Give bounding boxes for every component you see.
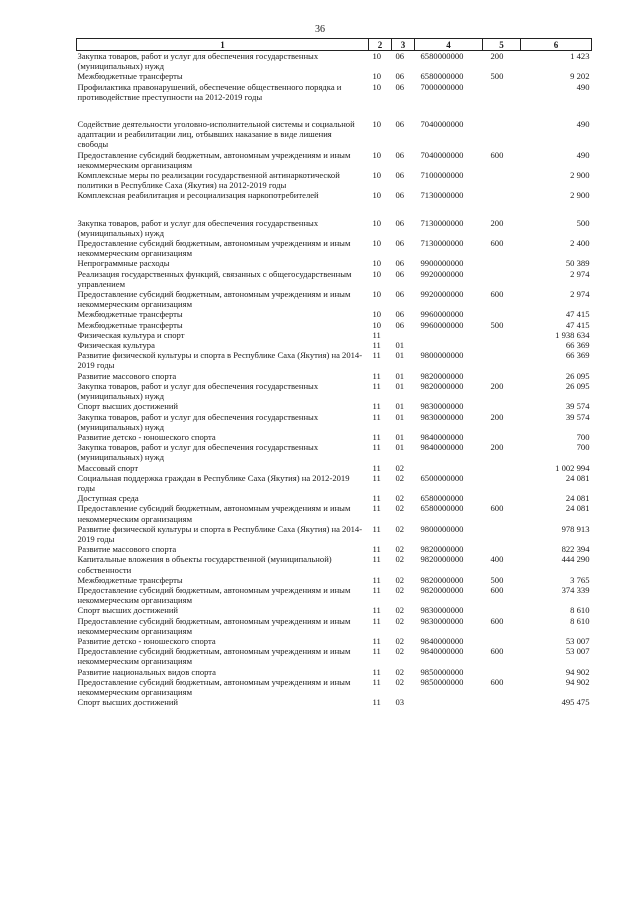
column-header-amount: 6 [521, 39, 592, 51]
row-name-cell: Физическая культура [77, 340, 155, 351]
row-name-cell: Содействие деятельности уголовно-исполнительной системы и социальной адаптации и реабилитации лиц, отбывших наказание в виде лишения свободы [77, 119, 355, 150]
row-section-cell: 11 [372, 350, 381, 361]
row-target-article-cell: 9820000000 [420, 544, 464, 555]
row-target-article-cell: 9800000000 [420, 350, 464, 361]
row-amount-cell: 9 202 [570, 71, 590, 82]
table-row [77, 544, 592, 554]
table-row [77, 51, 592, 72]
row-section-cell: 11 [372, 523, 381, 534]
row-name-cell: Межбюджетные трансферты [77, 319, 183, 330]
row-section-cell: 10 [372, 149, 382, 160]
row-section-cell: 11 [372, 544, 381, 555]
row-target-article-cell: 7130000000 [420, 190, 464, 201]
row-name-cell: Развитие физической культуры и спорта в Республике Саха (Якутия) на 2014-2019 годы [77, 350, 363, 371]
row-amount-cell: 978 913 [561, 523, 590, 534]
row-target-article-cell: 9820000000 [420, 380, 464, 391]
row-section-cell: 10 [372, 217, 382, 228]
table-row [77, 218, 592, 238]
row-expense-type-cell [483, 667, 521, 677]
table-row [77, 463, 592, 473]
row-expense-type-cell: 200 [490, 51, 504, 61]
row-expense-type-cell: 600 [490, 584, 504, 595]
row-amount-cell: 47 415 [565, 309, 590, 320]
row-section-cell: 11 [372, 401, 381, 412]
row-section-cell: 11 [372, 646, 381, 657]
row-target-article-cell: 6580000000 [420, 503, 464, 514]
row-amount-cell: 490 [576, 81, 590, 92]
row-amount-cell: 2 974 [570, 289, 590, 300]
row-target-article-cell: 7000000000 [420, 81, 464, 92]
row-name-cell: Закупка товаров, работ и услуг для обеспечения государственных (муниципальных) нужд [77, 411, 319, 432]
row-expense-type-cell [483, 330, 521, 340]
table-row [77, 320, 592, 330]
row-subsection-cell: 06 [395, 170, 405, 181]
row-subsection-cell: 01 [395, 380, 405, 391]
row-name-cell: Комплексная реабилитация и ресоциализация наркопотребителей [77, 190, 319, 201]
row-name-cell: Спорт высших достижений [77, 605, 179, 616]
row-name-cell: Массовый спорт [77, 462, 139, 473]
row-expense-type-cell [483, 544, 521, 554]
row-name-cell: Реализация государственных функций, связанных с общегосударственным управлением [77, 268, 352, 289]
row-target-article-cell: 9960000000 [420, 319, 464, 330]
column-header-section: 2 [369, 39, 392, 51]
row-expense-type-cell: 200 [490, 411, 504, 422]
row-amount-cell: 47 415 [565, 319, 590, 330]
row-target-article-cell: 9830000000 [420, 605, 464, 616]
table-row [77, 616, 592, 636]
row-name-cell: Капитальные вложения в объекты государственной (муниципальной) собственности [77, 554, 332, 575]
row-subsection-cell [392, 330, 415, 340]
row-target-article-cell: 9820000000 [420, 370, 464, 381]
table-row [77, 269, 592, 289]
row-amount-cell: 66 369 [565, 340, 590, 351]
row-name-cell: Предоставление субсидий бюджетным, автономным учреждениям и иным некоммерческим организациям [77, 676, 351, 697]
row-subsection-cell: 02 [395, 503, 405, 514]
row-target-article-cell: 6580000000 [420, 493, 464, 504]
row-section-cell: 11 [372, 431, 381, 442]
table-row [77, 71, 592, 81]
table-row [77, 350, 592, 370]
row-amount-cell: 26 095 [565, 380, 590, 391]
row-section-cell: 11 [372, 493, 381, 504]
row-name-cell: Спорт высших достижений [77, 697, 179, 708]
row-expense-type-cell: 600 [490, 238, 504, 249]
row-amount-cell: 8 610 [570, 615, 590, 626]
row-target-article-cell: 9830000000 [420, 401, 464, 412]
table-row [77, 289, 592, 309]
row-subsection-cell: 06 [395, 289, 405, 300]
column-header-target-article: 4 [415, 39, 483, 51]
row-amount-cell: 2 400 [570, 238, 590, 249]
row-subsection-cell: 06 [395, 309, 405, 320]
row-section-cell: 10 [372, 51, 382, 61]
row-amount-cell: 2 900 [570, 170, 590, 181]
row-expense-type-cell [483, 473, 521, 493]
row-name-cell: Предоставление субсидий бюджетным, автономным учреждениям и иным некоммерческим организациям [77, 584, 351, 606]
row-name-cell: Предоставление субсидий бюджетным, автономным учреждениям и иным некоммерческим организациям [77, 149, 351, 170]
row-amount-cell: 94 902 [565, 676, 590, 687]
row-expense-type-cell [483, 82, 521, 102]
table-row [77, 412, 592, 432]
row-name-cell: Межбюджетные трансферты [77, 309, 183, 320]
row-section-cell: 11 [372, 472, 381, 483]
row-subsection-cell: 06 [395, 258, 405, 269]
row-expense-type-cell [483, 190, 521, 200]
row-amount-cell: 500 [576, 217, 590, 228]
row-subsection-cell: 02 [395, 646, 405, 657]
row-subsection-cell: 01 [395, 350, 405, 361]
row-target-article-cell: 9850000000 [420, 666, 464, 677]
table-row [77, 381, 592, 401]
row-section-cell: 11 [372, 503, 381, 514]
row-subsection-cell: 02 [395, 523, 405, 534]
row-section-cell: 10 [372, 268, 382, 279]
row-subsection-cell: 02 [395, 605, 405, 616]
row-amount-cell: 1 938 634 [555, 329, 590, 340]
row-amount-cell: 374 339 [561, 584, 590, 595]
row-name-cell: Комплексные меры по реализации государственной антинаркотической политики в Республике Саха (Якутия) на 2012-2019 годы [77, 170, 340, 191]
table-row [77, 258, 592, 268]
row-target-article-cell: 9800000000 [420, 523, 464, 534]
row-target-article-cell [415, 330, 483, 340]
row-subsection-cell: 01 [395, 442, 405, 453]
row-subsection-cell: 06 [395, 119, 405, 130]
row-expense-type-cell [483, 340, 521, 350]
row-subsection-cell: 02 [395, 462, 405, 473]
row-subsection-cell: 02 [395, 666, 405, 677]
row-target-article-cell: 6500000000 [420, 472, 464, 483]
row-expense-type-cell: 200 [490, 442, 504, 453]
row-target-article-cell: 9830000000 [420, 615, 464, 626]
row-subsection-cell: 01 [395, 431, 405, 442]
table-row [77, 503, 592, 523]
row-expense-type-cell [483, 463, 521, 473]
row-expense-type-cell [483, 350, 521, 370]
page-number: 36 [315, 24, 325, 35]
table-row [77, 636, 592, 646]
row-amount-cell: 700 [576, 431, 590, 442]
row-target-article-cell [415, 697, 483, 707]
row-section-cell: 11 [372, 676, 381, 687]
row-section-cell: 10 [372, 170, 382, 181]
table-row [77, 432, 592, 442]
row-section-cell: 11 [372, 666, 381, 677]
row-amount-cell: 1 002 994 [555, 462, 590, 473]
row-amount-cell: 50 389 [565, 258, 590, 269]
table-row [77, 646, 592, 666]
row-target-article-cell: 9850000000 [420, 676, 464, 687]
row-target-article-cell: 9830000000 [420, 411, 464, 422]
row-expense-type-cell [483, 170, 521, 190]
row-section-cell: 11 [372, 380, 381, 391]
row-name-cell: Развитие детско - юношеского спорта [77, 635, 216, 646]
row-section-cell: 11 [372, 329, 381, 340]
row-amount-cell: 3 765 [570, 574, 590, 585]
row-expense-type-cell: 500 [490, 71, 504, 82]
row-name-cell: Закупка товаров, работ и услуг для обеспечения государственных (муниципальных) нужд [77, 51, 319, 72]
row-expense-type-cell: 600 [490, 646, 504, 657]
row-amount-cell: 2 974 [570, 268, 590, 279]
row-name-cell: Предоставление субсидий бюджетным, автономным учреждениям и иным некоммерческим организациям [77, 289, 351, 310]
row-expense-type-cell: 400 [490, 554, 504, 565]
row-subsection-cell: 02 [395, 635, 405, 646]
row-expense-type-cell [483, 697, 521, 707]
row-subsection-cell: 01 [395, 370, 405, 381]
row-section-cell: 11 [372, 462, 381, 473]
row-section-cell: 11 [372, 605, 381, 616]
row-name-cell: Предоставление субсидий бюджетным, автономным учреждениям и иным некоммерческим организациям [77, 238, 351, 259]
row-spacer [77, 201, 592, 218]
row-target-article-cell: 7130000000 [420, 238, 464, 249]
table-row [77, 493, 592, 503]
row-section-cell: 10 [372, 190, 382, 201]
row-section-cell: 11 [372, 574, 381, 585]
row-target-article-cell: 9840000000 [420, 646, 464, 657]
row-name-cell: Закупка товаров, работ и услуг для обеспечения государственных (муниципальных) нужд [77, 380, 319, 402]
row-name-cell: Развитие детско - юношеского спорта [77, 431, 216, 442]
row-section-cell: 10 [372, 238, 382, 249]
table-row [77, 442, 592, 462]
row-name-cell: Физическая культура и спорт [77, 329, 185, 340]
row-expense-type-cell: 500 [490, 319, 504, 330]
row-section-cell: 10 [372, 119, 382, 130]
row-expense-type-cell: 600 [490, 615, 504, 626]
table-row [77, 677, 592, 697]
row-target-article-cell: 7040000000 [420, 119, 464, 130]
row-subsection-cell: 02 [395, 544, 405, 555]
row-target-article-cell [415, 463, 483, 473]
row-name-cell: Предоставление субсидий бюджетным, автономным учреждениям и иным некоммерческим организациям [77, 503, 351, 524]
table-row [77, 524, 592, 544]
table-row [77, 170, 592, 190]
row-subsection-cell: 06 [395, 238, 405, 249]
row-expense-type-cell [483, 605, 521, 615]
row-subsection-cell: 02 [395, 574, 405, 585]
table-row [77, 605, 592, 615]
row-target-article-cell: 7040000000 [420, 149, 464, 160]
row-name-cell: Межбюджетные трансферты [77, 574, 183, 585]
row-expense-type-cell [483, 309, 521, 319]
table-row [77, 371, 592, 381]
row-section-cell: 10 [372, 289, 382, 300]
table-row [77, 697, 592, 707]
row-target-article-cell: 9960000000 [420, 309, 464, 320]
row-subsection-cell: 02 [395, 472, 405, 483]
row-spacer [77, 102, 592, 119]
row-amount-cell: 39 574 [565, 401, 590, 412]
row-amount-cell: 495 475 [561, 697, 590, 708]
row-subsection-cell: 06 [395, 268, 405, 279]
row-expense-type-cell: 600 [490, 503, 504, 514]
table-row [77, 585, 592, 605]
table-row [77, 473, 592, 493]
row-subsection-cell: 06 [395, 149, 405, 160]
row-name-cell: Закупка товаров, работ и услуг для обеспечения государственных (муниципальных) нужд [77, 217, 319, 238]
row-amount-cell: 53 007 [565, 635, 590, 646]
row-name-cell: Развитие национальных видов спорта [77, 666, 216, 677]
row-section-cell: 11 [372, 370, 381, 381]
row-section-cell: 10 [372, 309, 382, 320]
row-name-cell: Социальная поддержка граждан в Республике Саха (Якутия) на 2012-2019 годы [77, 472, 350, 493]
row-subsection-cell: 02 [395, 554, 405, 565]
table-row [77, 150, 592, 170]
row-name-cell: Профилактика правонарушений, обеспечение общественного порядка и противодействие преступности на 2012-2019 годы [77, 81, 342, 102]
row-target-article-cell [415, 340, 483, 350]
row-target-article-cell: 7130000000 [420, 217, 464, 228]
row-subsection-cell: 01 [395, 401, 405, 412]
table-row [77, 330, 592, 340]
row-expense-type-cell [483, 401, 521, 411]
row-amount-cell: 822 394 [561, 544, 590, 555]
row-amount-cell: 53 007 [565, 646, 590, 657]
table-row [77, 554, 592, 574]
row-amount-cell: 2 900 [570, 190, 590, 201]
row-section-cell: 11 [372, 411, 381, 422]
row-section-cell: 10 [372, 81, 382, 92]
row-amount-cell: 39 574 [565, 411, 590, 422]
budget-table [76, 38, 592, 707]
row-name-cell: Развитие массового спорта [77, 544, 177, 555]
row-subsection-cell: 01 [395, 340, 405, 351]
row-expense-type-cell [483, 636, 521, 646]
row-amount-cell: 444 290 [561, 554, 590, 565]
row-subsection-cell: 02 [395, 584, 405, 595]
column-header-name: 1 [77, 39, 369, 51]
row-target-article-cell: 6580000000 [420, 51, 464, 61]
row-section-cell: 11 [372, 615, 381, 626]
row-subsection-cell: 06 [395, 51, 405, 61]
row-name-cell: Доступная среда [77, 493, 139, 504]
row-amount-cell: 26 095 [565, 370, 590, 381]
row-amount-cell: 24 081 [565, 503, 590, 514]
row-name-cell: Предоставление субсидий бюджетным, автономным учреждениям и иным некоммерческим организациям [77, 646, 351, 667]
column-header-subsection: 3 [392, 39, 415, 51]
row-target-article-cell: 9840000000 [420, 635, 464, 646]
row-amount-cell: 8 610 [570, 605, 590, 616]
row-expense-type-cell [483, 493, 521, 503]
row-subsection-cell: 03 [395, 697, 405, 708]
row-section-cell: 11 [372, 635, 381, 646]
row-target-article-cell: 7100000000 [420, 170, 464, 181]
row-amount-cell: 490 [576, 119, 590, 130]
row-name-cell: Развитие массового спорта [77, 370, 177, 381]
row-expense-type-cell: 500 [490, 574, 504, 585]
row-expense-type-cell: 200 [490, 380, 504, 391]
table-row [77, 119, 592, 150]
row-target-article-cell: 9840000000 [420, 431, 464, 442]
row-subsection-cell: 06 [395, 81, 405, 92]
table-row [77, 309, 592, 319]
row-subsection-cell: 02 [395, 493, 405, 504]
row-section-cell: 10 [372, 319, 382, 330]
row-name-cell: Предоставление субсидий бюджетным, автономным учреждениям и иным некоммерческим организациям [77, 615, 351, 636]
row-name-cell: Спорт высших достижений [77, 401, 179, 412]
row-expense-type-cell: 200 [490, 217, 504, 228]
row-subsection-cell: 02 [395, 615, 405, 626]
row-amount-cell: 94 902 [565, 666, 590, 677]
row-expense-type-cell [483, 269, 521, 289]
row-amount-cell: 24 081 [565, 493, 590, 504]
row-amount-cell: 66 369 [565, 350, 590, 361]
table-row [77, 82, 592, 102]
table-row [77, 667, 592, 677]
row-amount-cell: 24 081 [565, 472, 590, 483]
row-target-article-cell: 9920000000 [420, 268, 464, 279]
row-subsection-cell: 06 [395, 319, 405, 330]
row-expense-type-cell [483, 371, 521, 381]
row-name-cell: Непрограммные расходы [77, 258, 170, 269]
row-target-article-cell: 9920000000 [420, 289, 464, 300]
row-section-cell: 11 [372, 340, 381, 351]
row-target-article-cell: 9840000000 [420, 442, 464, 453]
row-expense-type-cell [483, 119, 521, 150]
row-amount-cell: 1 423 [570, 51, 590, 61]
row-expense-type-cell: 600 [490, 676, 504, 687]
row-expense-type-cell: 600 [490, 289, 504, 300]
row-expense-type-cell [483, 432, 521, 442]
row-expense-type-cell [483, 524, 521, 544]
row-subsection-cell: 06 [395, 190, 405, 201]
row-section-cell: 10 [372, 71, 382, 82]
row-section-cell: 10 [372, 258, 382, 269]
row-amount-cell: 490 [576, 149, 590, 160]
row-section-cell: 11 [372, 584, 381, 595]
row-subsection-cell: 06 [395, 217, 405, 228]
row-section-cell: 11 [372, 697, 381, 708]
row-name-cell: Развитие физической культуры и спорта в Республике Саха (Якутия) на 2014-2019 годы [77, 523, 363, 544]
row-name-cell: Межбюджетные трансферты [77, 71, 183, 82]
row-expense-type-cell: 600 [490, 149, 504, 160]
table-row [77, 340, 592, 350]
table-row [77, 190, 592, 200]
table-row [77, 238, 592, 258]
row-subsection-cell: 06 [395, 71, 405, 82]
row-section-cell: 11 [372, 442, 381, 453]
row-subsection-cell: 01 [395, 411, 405, 422]
row-amount-cell: 700 [576, 442, 590, 453]
row-subsection-cell: 02 [395, 676, 405, 687]
row-target-article-cell: 9900000000 [420, 258, 464, 269]
row-target-article-cell: 9820000000 [420, 574, 464, 585]
row-target-article-cell: 9820000000 [420, 554, 464, 565]
row-section-cell: 11 [372, 554, 381, 565]
table-row [77, 575, 592, 585]
row-name-cell: Закупка товаров, работ и услуг для обеспечения государственных (муниципальных) нужд [77, 442, 319, 463]
row-expense-type-cell [483, 258, 521, 268]
column-header-expense-type: 5 [483, 39, 521, 51]
table-row [77, 401, 592, 411]
row-target-article-cell: 6580000000 [420, 71, 464, 82]
table-header-row [77, 39, 592, 51]
row-target-article-cell: 9820000000 [420, 584, 464, 595]
